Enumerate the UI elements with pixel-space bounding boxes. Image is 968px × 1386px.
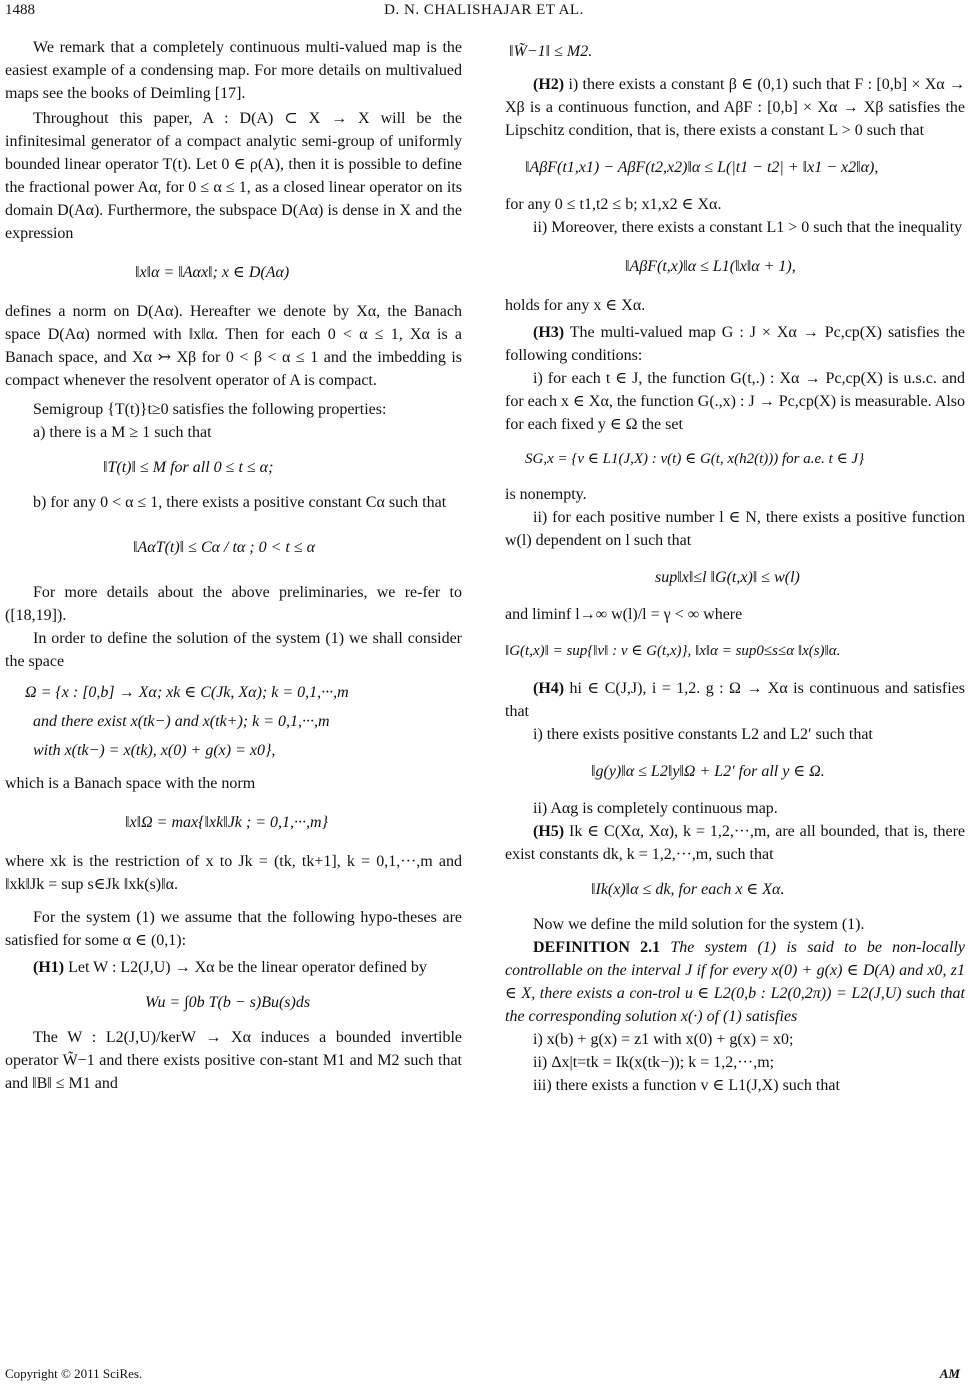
definition	[505, 936, 965, 1028]
paragraph: We remark that a completely continuous multi-valued map is the easiest example of a condensing map. For more details on multivalued maps see the books of Deimling [17].	[5, 39, 462, 102]
paragraph: Throughout this paper, A : D(A) ⊂ X → X will be the infinitesimal generator of a compact analytic semi-group of uniformly bounded linear operator T(t). Let 0 ∈ ρ(A), then it is possible to define the fractional power Aα, for 0 ≤ α ≤ 1, as a closed linear operator on its domain D(Aα). Furthermore, the subspace D(Aα) is dense in X and the expression	[5, 110, 462, 242]
hypothesis-label: (H3)	[533, 324, 565, 341]
equation: sup‖x‖≤l ‖G(t,x)‖ ≤ w(l)	[655, 569, 800, 586]
paragraph: i) for each t ∈ J, the function G(t,.) : Xα → Pc,cp(X) is u.s.c. and for each x ∈ Xα, the function G(.,x) : J → Pc,cp(X) is measurable. Also for each fixed y ∈ Ω the set	[505, 370, 965, 433]
equation: ‖AαT(t)‖ ≤ Cα / tα ; 0 < t ≤ α	[133, 539, 316, 556]
hypothesis-label: (H5)	[533, 823, 565, 840]
hypothesis-text: i) there exists a constant β ∈ (0,1) such that F : [0,b] × Xα → Xβ is a continuous function, and AβF : [0,b] × Xα → Xβ satisfies the Lipschitz condition, that is, there exists a constant L > 0 such that	[505, 76, 966, 139]
equation: ‖Ik(x)‖α ≤ dk, for each x ∈ Xα.	[591, 881, 785, 898]
equation: ‖G(t,x)‖ = sup{‖v‖ : v ∈ G(t,x)}, ‖x‖α = sup0≤s≤α ‖x(s)‖α.	[505, 643, 841, 659]
equation: ‖T(t)‖ ≤ M for all 0 ≤ t ≤ α;	[103, 459, 274, 476]
hypothesis-text: Ik ∈ C(Xα, Xα), k = 1,2,···,m, are all bounded, that is, there exist constants dk, k = 1,2,···,m, such that	[505, 823, 966, 863]
equation: Ω = {x : [0,b] → Xα; xk ∈ C(Jk, Xα); k = 0,1,···,m	[25, 684, 349, 701]
paragraph: holds for any x ∈ Xα.	[505, 297, 646, 314]
paragraph: Semigroup {T(t)}t≥0 satisfies the following properties:	[33, 401, 387, 418]
hypothesis-label: (H4)	[533, 680, 565, 697]
page-header	[0, 0, 968, 22]
paragraph: ii) for each positive number l ∈ N, there exists a positive function w(l) dependent on l such that	[505, 509, 965, 549]
condition-item: iii) there exists a function v ∈ L1(J,X) such that	[533, 1077, 840, 1094]
condition-item: i) x(b) + g(x) = z1 with x(0) + g(x) = x0;	[533, 1031, 794, 1048]
equation: with x(tk−) = x(tk), x(0) + g(x) = x0},	[33, 742, 276, 759]
paragraph: for any 0 ≤ t1,t2 ≤ b; x1,x2 ∈ Xα.	[505, 196, 722, 213]
paragraph: The W : L2(J,U)/kerW → Xα induces a bounded invertible operator W̃−1 and there exists positive con-stant M1 and M2 such that and ‖B‖ ≤ M1 and	[5, 1029, 462, 1092]
hypothesis-h1	[5, 956, 462, 979]
paragraph: In order to define the solution of the system (1) we shall consider the space	[5, 630, 462, 670]
paragraph: i) there exists positive constants L2 and L2′ such that	[533, 726, 873, 743]
paragraph: Now we define the mild solution for the system (1).	[533, 916, 865, 933]
paragraph: is nonempty.	[505, 486, 587, 503]
equation: and there exist x(tk−) and x(tk+); k = 0,1,···,m	[33, 713, 330, 730]
paragraph: a) there is a M ≥ 1 such that	[33, 424, 212, 441]
right-column	[505, 36, 965, 1097]
equation: ‖W̃−1‖ ≤ M2.	[509, 43, 593, 60]
equation: ‖x‖Ω = max{‖xk‖Jk ; = 0,1,···,m}	[125, 814, 328, 831]
hypothesis-h2	[505, 73, 965, 142]
paragraph: and liminf l→∞ w(l)/l = γ < ∞ where	[505, 606, 743, 623]
hypothesis-text: The multi-valued map G : J × Xα → Pc,cp(X) satisfies the following conditions:	[505, 324, 965, 364]
hypothesis-h5	[505, 820, 965, 866]
equation: Wu = ∫0b T(b − s)Bu(s)ds	[145, 994, 311, 1011]
hypothesis-h4	[505, 677, 965, 723]
equation: ‖AβF(t1,x1) − AβF(t2,x2)‖α ≤ L(|t1 − t2| + ‖x1 − x2‖α),	[525, 159, 879, 176]
left-column	[5, 36, 462, 1095]
equation: SG,x = {v ∈ L1(J,X) : v(t) ∈ G(t, x(h2(t))) for a.e. t ∈ J}	[525, 451, 865, 467]
paragraph: b) for any 0 < α ≤ 1, there exists a positive constant Cα such that	[33, 494, 447, 511]
paragraph: ii) Aαg is completely continuous map.	[533, 800, 778, 817]
paragraph: defines a norm on D(Aα). Hereafter we denote by Xα, the Banach space D(Aα) normed with ‖x‖α. Then for each 0 < α ≤ 1, Xα is a Banach space, and Xα ↣ Xβ for 0 < β < α ≤ 1 and the imbedding is compact whenever the resolvent operator of A is compact.	[5, 303, 462, 389]
equation: ‖g(y)‖α ≤ L2‖y‖Ω + L2′ for all y ∈ Ω.	[591, 763, 825, 780]
page-number: 1488	[5, 2, 35, 18]
running-title: D. N. CHALISHAJAR ET AL.	[384, 2, 584, 18]
definition-label: DEFINITION 2.1	[533, 939, 661, 956]
hypothesis-text: hi ∈ C(J,J), i = 1,2. g : Ω → Xα is continuous and satisfies that	[505, 680, 965, 720]
equation: ‖AβF(t,x)‖α ≤ L1(‖x‖α + 1),	[625, 258, 796, 275]
paragraph: which is a Banach space with the norm	[5, 775, 256, 792]
definition-text: The system (1) is said to be non-locally controllable on the interval J if for every x(0) + g(x) ∈ D(A) and x0, z1 ∈ X, there exists a con-trol u ∈ L2(0,b : L2(0,2π)) = L2(J,U) such that the corresponding solution x(·) of (1) satisfies	[505, 939, 966, 1025]
page-footer	[5, 1366, 960, 1382]
journal-abbrev: AM	[939, 1366, 960, 1381]
condition-item: ii) Δx|t=tk = Ik(x(tk−)); k = 1,2,···,m;	[533, 1054, 775, 1071]
hypothesis-label: (H1)	[33, 959, 65, 976]
paragraph: For more details about the above preliminaries, we re-fer to ([18,19]).	[5, 584, 462, 624]
hypothesis-h3	[505, 321, 965, 367]
paragraph: For the system (1) we assume that the following hypo-theses are satisfied for some α ∈ (0,1):	[5, 909, 462, 949]
hypothesis-label: (H2)	[533, 76, 565, 93]
paragraph: ii) Moreover, there exists a constant L1 > 0 such that the inequality	[533, 219, 963, 236]
hypothesis-text: Let W : L2(J,U) → Xα be the linear operator defined by	[68, 959, 427, 976]
copyright: Copyright © 2011 SciRes.	[5, 1366, 143, 1381]
paragraph: where xk is the restriction of x to Jk = (tk, tk+1], k = 0,1,···,m and ‖xk‖Jk = sup s∈Jk ‖xk(s)‖α.	[5, 853, 462, 893]
equation: ‖x‖α = ‖Aαx‖; x ∈ D(Aα)	[135, 264, 290, 281]
